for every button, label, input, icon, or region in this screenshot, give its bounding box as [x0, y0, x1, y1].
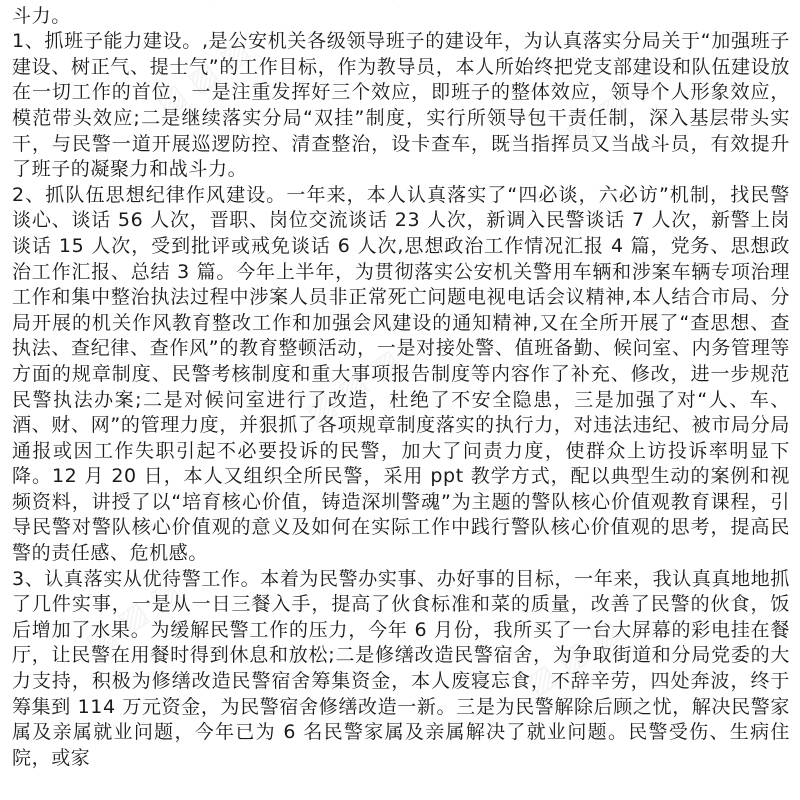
watermark: ▨ ▨ ▨ — [299, 342, 407, 433]
paragraph-discipline-building: 2、抓队伍思想纪律作风建设。一年来，本人认真落实了“四必谈，六必访”机制，找民警谈心、谈话 56 人次，晋职、岗位交流谈话 23 人次，新调入民警谈话 7 人次，新警上岗谈话 15 人次，受到批评或戒免谈话 6 人次,思想政治工作情况汇报 4 篇，党务、思想政治工作汇报、总结 3 篇。今年上半年，为贯彻落实公安机关警用车辆和涉案车辆专项治理工作和集中整治执法过程中涉案人员非正常死亡问题电视电话会议精神,本人结合市局、分局开展的机关作风教育整改工作和加强会风建设的通知精神,又在全所开展了“查思想、查执法、查纪律、查作风”的教育整顿活动，一是对接处警、值班备勤、候问室、内务管理等方面的规章制度、民警考核制度和重大事项报告制度等内容作了补充、修改，进一步规范民警执法办案;二是对候问室进行了改造，杜绝了不安全隐患，三是加强了对“人、车、酒、财、网”的管理力度，并狠抓了各项规章制度落实的执行力，对违法违纪、被市局分局通报或因工作失职引起不必要投诉的民警，加大了问责力度，使群众上访投诉率明显下降。12 月 20 日，本人又组织全所民警，采用 ppt 教学方式，配以典型生动的案例和视频资料，讲授了以“培育核心价值，铸造深圳警魂”为主题的警队核心价值观教育课程，引导民警对警队核心价值观的意义及如何在实际工作中践行警队核心价值观的思考，提高民警的责任感、危机感。 — [12, 183, 790, 565]
watermark: ▨ ▨ ▨ — [519, 612, 627, 703]
paragraph-intro-tail: 斗力。 — [12, 4, 71, 27]
watermark: ▨ ▨ ▨ — [149, 32, 257, 123]
watermark: ▨ ▨ ▨ — [559, 62, 667, 153]
watermark: ▨ ▨ ▨ — [79, 572, 187, 663]
paragraph-leadership-building: 1、抓班子能力建设。,是公安机关各级领导班子的建设年，为认真落实分局关于“加强班子建设、树正气、提士气”的工作目标，作为教导员，本人所始终把党支部建设和队伍建设放在一切工作的首位，一是注重发挥好三个效应，即班子的整体效应，领导个人形象效应，模范带头效应;二是继续落实分局“双挂”制度，实行所领导包干责任制，深入基层带头实干，与民警一道开展巡逻防控、清查整治，设卡查车，既当指挥员又当战斗员，有效提升了班子的凝聚力和战斗力。 — [12, 30, 790, 181]
paragraph-police-welfare: 3、认真落实从优待警工作。本着为民警办实事、办好事的目标，一年来，我认真真地地抓了几件实事，一是从一日三餐入手，提高了伙食标准和菜的质量，改善了民警的伙食，饭后增加了水果。为缓解民警工作的压力，今年 6 月份，我所买了一台大屏幕的彩电挂在餐厅，让民警在用餐时得到休息和放松;二是修缮改造民警宿舍，为争取街道和分局党委的大力支持，积极为修缮改造民警宿舍筹集资金，本人废寝忘食，不辞辛劳，四处奔波，终于筹集到 114 万元资金，为民警宿舍修缮改造一新。三是为民警解除后顾之忧，解决民警家属及亲属就业问题，今年已为 6 名民警家属及亲属解决了就业问题。民警受伤、生病住院，或家 — [12, 567, 790, 769]
document-body — [12, 0, 790, 771]
